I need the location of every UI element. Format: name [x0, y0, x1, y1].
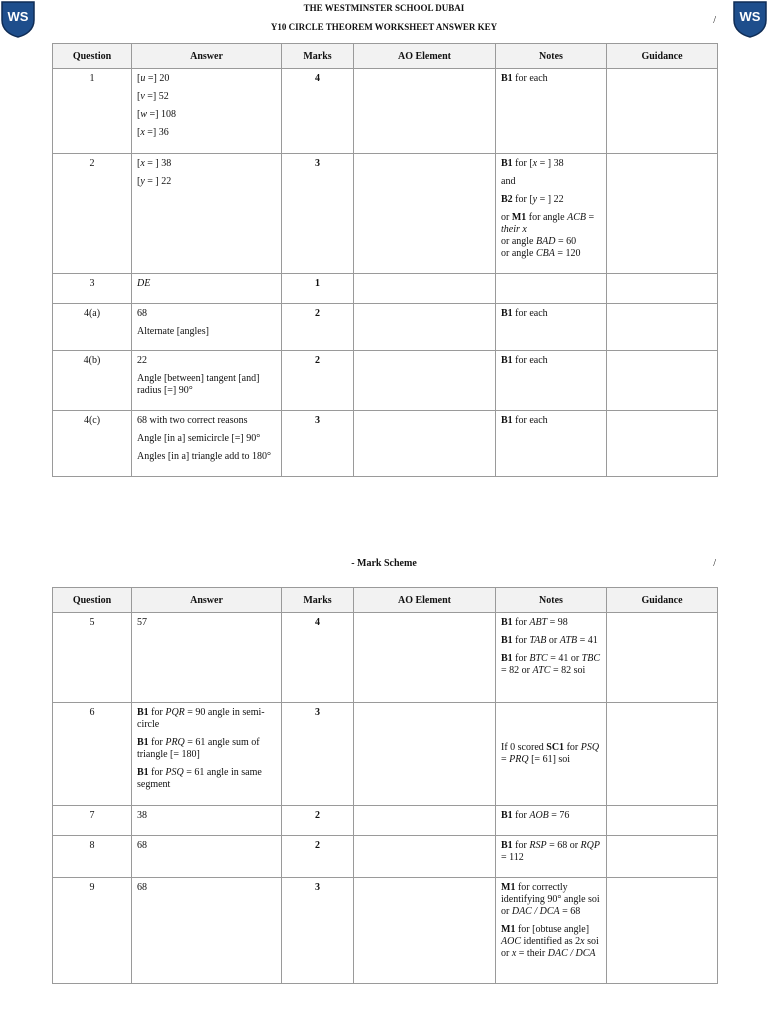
marks-cell: 3 — [282, 703, 354, 806]
ao-element-cell — [354, 274, 496, 304]
marks-cell: 3 — [282, 154, 354, 274]
table-row — [53, 69, 718, 154]
question-number: 4(a) — [53, 304, 132, 351]
notes-cell — [496, 274, 607, 304]
col-notes: Notes — [496, 44, 607, 69]
ao-element-cell — [354, 69, 496, 154]
table-row — [53, 878, 718, 984]
notes-cell: B1 for AOB = 76 — [496, 806, 607, 836]
answer-cell: 22 Angle [between] tangent [and] radius [=] 90° — [132, 351, 282, 411]
answer-cell: 68 with two correct reasons Angle [in a] semicircle [=] 90° Angles [in a] triangle add to 180° — [132, 411, 282, 477]
answer-cell: 38 — [132, 806, 282, 836]
col-notes: Notes — [496, 588, 607, 613]
col-marks: Marks — [282, 44, 354, 69]
table-row — [53, 703, 718, 806]
mark-scheme-table-1 — [52, 43, 718, 477]
answer-cell: [x = ] 38 [y = ] 22 — [132, 154, 282, 274]
mark-scheme-title: - Mark Scheme — [351, 558, 417, 569]
question-number: 4(b) — [53, 351, 132, 411]
notes-cell: B1 for each — [496, 304, 607, 351]
marks-cell: 3 — [282, 878, 354, 984]
guidance-cell — [607, 806, 718, 836]
question-number: 7 — [53, 806, 132, 836]
answer-cell: 68 Alternate [angles] — [132, 304, 282, 351]
notes-cell: M1 for correctly identifying 90° angle soi or DAC / DCA = 68 M1 for [obtuse angle] AOC identified as 2x soi or x = their DAC / DCA — [496, 878, 607, 984]
guidance-cell — [607, 703, 718, 806]
table-row — [53, 411, 718, 477]
notes-cell: B1 for each — [496, 411, 607, 477]
marks-cell: 4 — [282, 613, 354, 703]
notes-cell: If 0 scored SC1 for PSQ = PRQ [= 61] soi — [496, 703, 607, 806]
guidance-cell — [607, 274, 718, 304]
table-row — [53, 154, 718, 274]
col-question: Question — [53, 44, 132, 69]
ao-element-cell — [354, 878, 496, 984]
school-name: THE WESTMINSTER SCHOOL DUBAI — [303, 3, 465, 13]
guidance-cell — [607, 154, 718, 274]
answer-cell: 68 — [132, 836, 282, 878]
table-header-row — [53, 588, 718, 613]
question-number: 9 — [53, 878, 132, 984]
notes-cell: B1 for each — [496, 351, 607, 411]
notes-cell: B1 for [x = ] 38 and B2 for [y = ] 22 or M1 for angle ACB = their x or angle BAD = 60 or angle CBA = 120 — [496, 154, 607, 274]
guidance-cell — [607, 836, 718, 878]
guidance-cell — [607, 878, 718, 984]
page-mark: / — [713, 15, 716, 26]
answer-cell: B1 for PQR = 90 angle in semi-circle B1 for PRQ = 61 angle sum of triangle [= 180] B1 for PSQ = 61 angle in same segment — [132, 703, 282, 806]
question-number: 8 — [53, 836, 132, 878]
col-ao-element: AO Element — [354, 44, 496, 69]
question-number: 1 — [53, 69, 132, 154]
ao-element-cell — [354, 703, 496, 806]
question-number: 5 — [53, 613, 132, 703]
col-question: Question — [53, 588, 132, 613]
col-answer: Answer — [132, 588, 282, 613]
table-row — [53, 351, 718, 411]
page-mark: / — [713, 558, 716, 569]
notes-cell: B1 for each — [496, 69, 607, 154]
notes-cell: B1 for RSP = 68 or RQP = 112 — [496, 836, 607, 878]
guidance-cell — [607, 411, 718, 477]
marks-cell: 1 — [282, 274, 354, 304]
answer-cell: [u =] 20 [v =] 52 [w =] 108 [x =] 36 — [132, 69, 282, 154]
answer-cell: 57 — [132, 613, 282, 703]
ao-element-cell — [354, 304, 496, 351]
col-guidance: Guidance — [607, 588, 718, 613]
question-number: 2 — [53, 154, 132, 274]
answer-cell: DE — [132, 274, 282, 304]
logo-text: WS — [739, 9, 761, 24]
question-number: 6 — [53, 703, 132, 806]
document-title: Y10 CIRCLE THEOREM WORKSHEET ANSWER KEY — [270, 22, 498, 32]
table-row — [53, 806, 718, 836]
answer-cell: 68 — [132, 878, 282, 984]
col-answer: Answer — [132, 44, 282, 69]
marks-cell: 2 — [282, 836, 354, 878]
marks-cell: 4 — [282, 69, 354, 154]
ao-element-cell — [354, 411, 496, 477]
guidance-cell — [607, 613, 718, 703]
marks-cell: 2 — [282, 351, 354, 411]
col-marks: Marks — [282, 588, 354, 613]
ao-element-cell — [354, 154, 496, 274]
guidance-cell — [607, 69, 718, 154]
question-number: 3 — [53, 274, 132, 304]
ao-element-cell — [354, 806, 496, 836]
table-row — [53, 613, 718, 703]
ao-element-cell — [354, 613, 496, 703]
marks-cell: 2 — [282, 304, 354, 351]
logo-text: WS — [7, 9, 29, 24]
col-guidance: Guidance — [607, 44, 718, 69]
table-row — [53, 274, 718, 304]
marks-cell: 2 — [282, 806, 354, 836]
table-header-row — [53, 44, 718, 69]
marks-cell: 3 — [282, 411, 354, 477]
ao-element-cell — [354, 351, 496, 411]
table-row — [53, 836, 718, 878]
mark-scheme-table-2 — [52, 587, 718, 984]
question-number: 4(c) — [53, 411, 132, 477]
col-ao-element: AO Element — [354, 588, 496, 613]
ao-element-cell — [354, 836, 496, 878]
guidance-cell — [607, 351, 718, 411]
notes-cell: B1 for ABT = 98 B1 for TAB or ATB = 41 B1 for BTC = 41 or TBC = 82 or ATC = 82 soi — [496, 613, 607, 703]
guidance-cell — [607, 304, 718, 351]
table-row — [53, 304, 718, 351]
